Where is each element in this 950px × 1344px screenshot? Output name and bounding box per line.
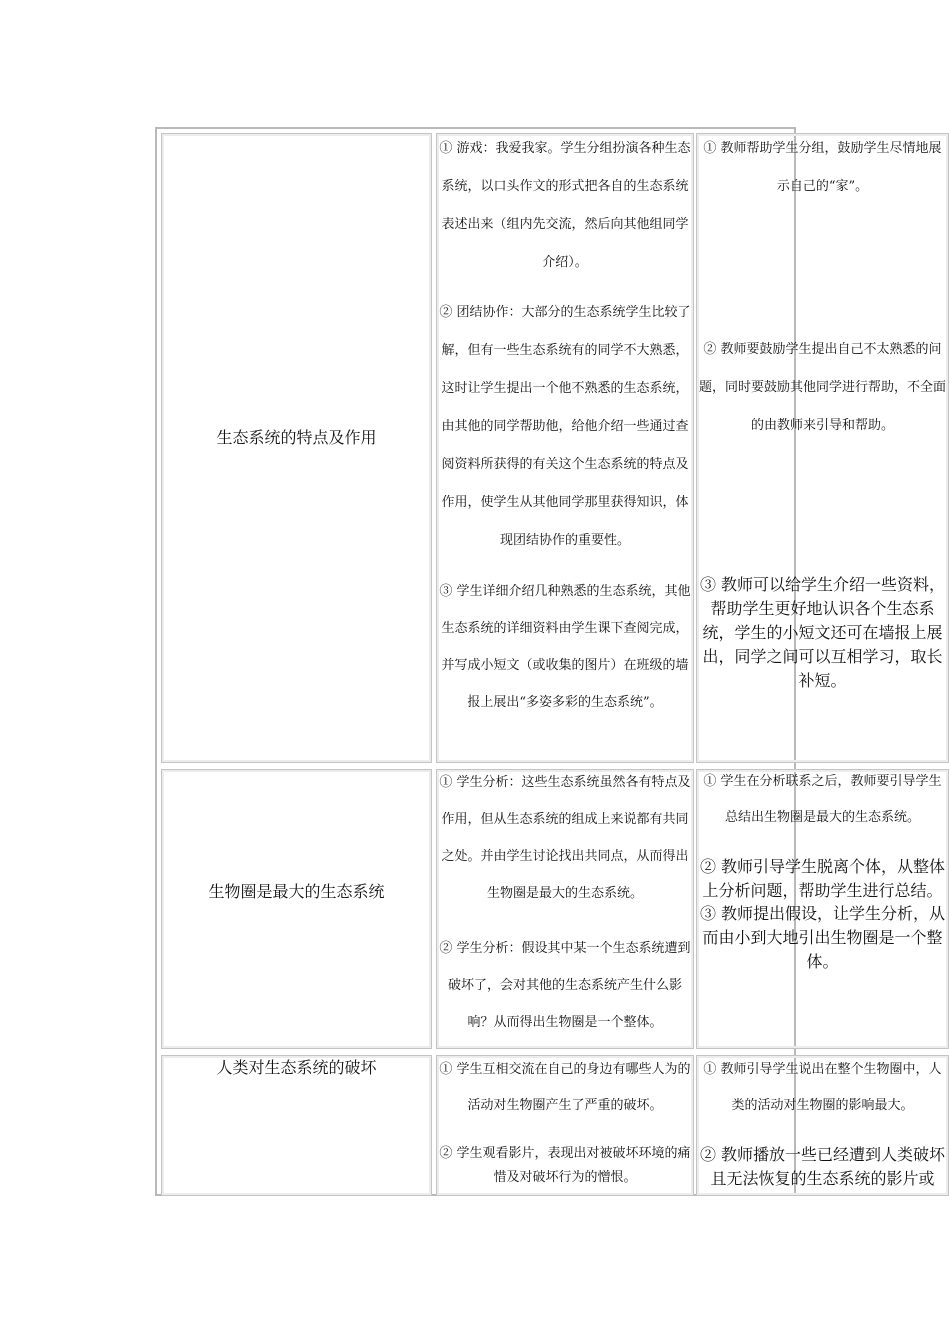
row-2-student-cell	[436, 769, 694, 1049]
row-1-student-cell	[436, 133, 694, 763]
row-1-student-item-3: ③ 学生详细介绍几种熟悉的生态系统，其他生态系统的详细资料由学生课下查阅完成，并写成小短文（或收集的图片）在班级的墙报上展出“多姿多彩的生态系统”。	[439, 584, 691, 710]
row-3-student-item-1: ① 学生互相交流在自己的身边有哪些人为的活动对生物圈产生了严重的破坏。	[439, 1062, 691, 1113]
row-1-student-item-2: ② 团结协作：大部分的生态系统学生比较了解，但有一些生态系统有的同学不大熟悉，这时让学生提出一个他不熟悉的生态系统，由其他的同学帮助他，给他介绍一些通过查阅资料所获得的有关这个生态系统的特点及作用，使学生从其他同学那里获得知识，体现团结协作的重要性。	[439, 305, 691, 548]
row-3-title: 人类对生态系统的破坏	[216, 1058, 377, 1077]
row-1-teacher-cell	[696, 133, 949, 763]
row-1-teacher-item-1: ① 教师帮助学生分组，鼓励学生尽情地展示自己的“家”。	[703, 141, 942, 194]
row-1-title: 生态系统的特点及作用	[216, 428, 377, 447]
row-2-teacher-item-3: ③ 教师提出假设，让学生分析，从而由小到大地引出生物圈是一个整体。	[699, 904, 946, 971]
row-3-topic-cell	[161, 1055, 432, 1196]
row-3-student-cell	[436, 1055, 694, 1196]
row-1-topic-cell	[161, 133, 432, 763]
row-2-topic-cell	[161, 769, 432, 1049]
row-1-teacher-item-3: ③ 教师可以给学生介绍一些资料，帮助学生更好地认识各个生态系统，学生的小短文还可在墙报上展出，同学之间可以互相学习，取长补短。	[699, 575, 946, 690]
row-2-teacher-item-1: ① 学生在分析联系之后，教师要引导学生总结出生物圈是最大的生态系统。	[703, 774, 942, 825]
row-2-student-item-1: ① 学生分析：这些生态系统虽然各有特点及作用，但从生态系统的组成上来说都有共同之处。并由学生讨论找出共同点，从而得出生物圈是最大的生态系统。	[439, 775, 691, 901]
row-2-teacher-item-2: ② 教师引导学生脱离个体，从整体上分析问题，帮助学生进行总结。	[699, 857, 946, 900]
row-3-teacher-item-2: ② 教师播放一些已经遭到人类破坏且无法恢复的生态系统的影片或	[699, 1145, 946, 1188]
row-1-teacher-item-2: ② 教师要鼓励学生提出自己不太熟悉的问题，同时要鼓励其他同学进行帮助，不全面的由教师来引导和帮助。	[698, 342, 946, 433]
row-3-student-item-2: ② 学生观看影片，表现出对被破坏环境的痛惜及对破坏行为的憎恨。	[439, 1146, 691, 1185]
row-3-teacher-cell	[696, 1055, 949, 1196]
row-2-student-item-2: ② 学生分析：假设其中某一个生态系统遭到破坏了，会对其他的生态系统产生什么影响？从而得出生物圈是一个整体。	[439, 941, 691, 1030]
row-2-teacher-cell	[696, 769, 949, 1049]
row-2-title: 生物圈是最大的生态系统	[208, 882, 385, 901]
lesson-plan-table	[155, 127, 946, 1196]
row-1-student-item-1: ① 游戏：我爱我家。学生分组扮演各种生态系统，以口头作文的形式把各自的生态系统表述出来（组内先交流，然后向其他组同学介绍）。	[439, 141, 691, 270]
row-3-teacher-item-1: ① 教师引导学生说出在整个生物圈中，人类的活动对生物圈的影响最大。	[703, 1062, 942, 1113]
